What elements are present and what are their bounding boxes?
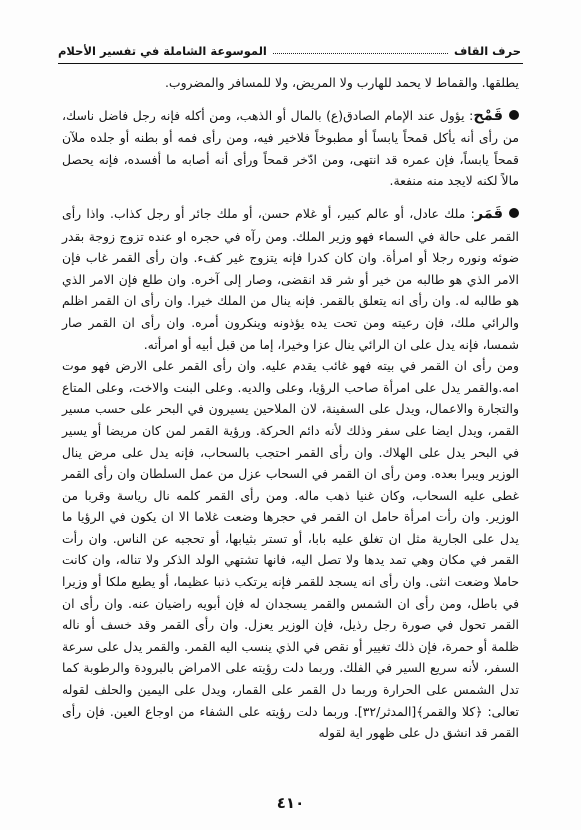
paragraph-text: : يؤول عند الإمام الصادق(ع) بالمال أو الذهب، ومن أكله فإنه رجل فاضل ناسك، من رأى أنه يأكل قمحاً يابساً أو مطبوخاً فلاخير فيه، ومن رأى فمه أو بطنه أو جلده ملآن قمحاً يابساً، فإن عمره قد انتهى، ومن ادّخر قمحاً ورأى أنه أصابه ما أفسده، فإنه يحصل مالاً لكنه لايجد منه منفعة. <box>62 107 519 189</box>
header-section: حرف القاف <box>453 44 521 58</box>
entry-paragraph-qamh <box>62 105 519 192</box>
paragraph-text: ومن رأى ان القمر في بيته فهو غائب يقدم عليه. وان رأى القمر على الارض فهو موت امه.والقمر يدل على امرأة صاحب الرؤيا، وعلى والديه. وعلى البنت والاخت، وعلى المتاع والتجارة والاعمال، ويدل على السفينة، لان الملاحين يسيرون في البحر على حسب مسير القمر، ويدل ايضا على سفر وذلك لأنه دائم الحركة. ورؤية القمر لمن كان مريضا أو يسير في البحر يدل على الهلاك. وان رأى القمر احتجب بالسحاب، فإنه يدل على مرض ينال الوزير ويبرا بعده. ومن رأى ان القمر في السحاب عزل من عمل السلطان وان رأى القمر غطى عليه السحاب، وكان غنيا ذهب ماله. ومن رأى القمر كلمه نال رياسة وقربا من الوزير. وان رأت امرأة حامل ان القمر في حجرها وضعت غلاما الا ان يكون في الرؤيا ما يدل على الجارية مثل ان تغلق عليه بابا، أو تستر بثيابها، أو تحجبه عن الناس. وان رأت القمر في مكان وهي تمد يدها ولا تصل اليه، فانها تشتهي الولد الذكر ولا تناله، وان كانت حاملا وضعت انثى. وان رأى انه يسجد للقمر فإنه يرتكب ذنبا عظيما، أو يطيع ملكا أو وزيرا في باطل، ومن رأى ان الشمس والقمر يسجدان له فإن أبويه راضيان عنه. وان رأى ان القمر تحول في صورة رجل رذيل، فإن الوزير يعزل. وان رأى القمر وقد خسف أو ناله ظلمة أو حمرة، فإن ذلك تغيير أو نقص في الذي ينسب اليه القمر. والقمر يدل على سرعة السفر، لأنه سريع السير في الفلك. وربما دلت رؤيته على الامراض بالبرودة والرطوبة كما تدل الشمس على الحرارة وربما دل القمر على القمار، ويدل على اليمين والحلف لقوله تعالى: ﴿كلا والقمر﴾[المدثر/٣٢]. وربما دلت رؤيته على الشفاء من اوجاع العين. فإن رأى القمر قد انشق دل على ظهور اية لقوله <box>62 358 519 741</box>
header-book-title: الموسوعة الشاملة في تفسير الأحلام <box>58 44 267 58</box>
header-dot-leader <box>273 53 448 54</box>
bullet-icon <box>509 110 519 120</box>
entry-paragraph-qamar <box>62 203 519 355</box>
running-header <box>58 36 521 58</box>
bullet-icon <box>509 208 519 218</box>
page-number: ٤١٠ <box>276 794 305 812</box>
entry-heading: قَمَر <box>474 205 503 222</box>
body-text <box>62 72 519 744</box>
paragraph <box>62 355 519 744</box>
entry-heading: قَمْح <box>473 107 503 124</box>
header-rule <box>58 63 523 64</box>
paragraph <box>62 72 519 94</box>
paragraph-text: : ملك عادل، أو عالم كبير، أو غلام حسن، أو ملك جائر أو رجل كذاب. واذا رأى القمر على حالة في السماء فهو وزير الملك. ومن رآه في حجره او عنده تزوج زوجة بقدر ضوئه ونوره رجلا أو امرأة. وان كان كدرا فإنه يتزوج غير كفء. وان رأى القمر غاب فإن الامر الذي هو طالبه من خير أو شر قد انقضى، وصار إلى آخره. وان طلع فإن الامر الذي هو طالبه له. وان رأى انه يتعلق بالقمر. فإنه ينال من الملك خيرا. وان رأى ان القمر اظلم والرائي ملك، فإن رعيته ومن تحت يده يؤذونه وينكرون أمره. وان رأى ان القمر صار شمسا، فإنه يدل على ان الرائي ينال عزا وخيرا، إما من قبل أبيه أو امرأته. <box>62 205 519 352</box>
paragraph-text: يطلقها. والقماط لا يحمد للهارب ولا المريض، ولا للمسافر والمضروب. <box>164 75 519 90</box>
